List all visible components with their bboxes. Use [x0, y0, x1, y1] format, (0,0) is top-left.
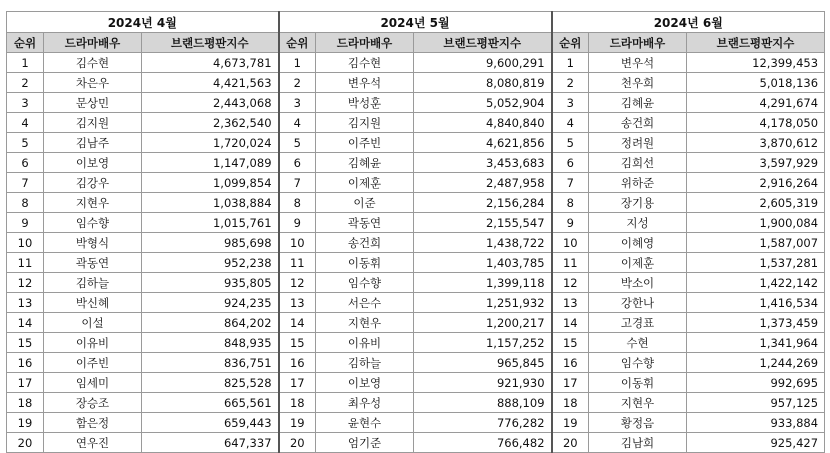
actor-name-cell: 박성훈 [316, 93, 414, 113]
table-row [7, 53, 825, 73]
table-row [7, 193, 825, 213]
actor-name-cell: 김수현 [316, 53, 414, 73]
rank-cell: 18 [7, 393, 44, 413]
rank-cell: 20 [552, 433, 589, 453]
actor-name-cell: 지현우 [316, 313, 414, 333]
actor-name-cell: 문상민 [44, 93, 142, 113]
brand-index-cell: 925,427 [687, 433, 825, 453]
brand-index-cell: 1,157,252 [414, 333, 552, 353]
brand-index-cell: 1,720,024 [142, 133, 279, 153]
brand-index-cell: 952,238 [142, 253, 279, 273]
brand-index-cell: 4,840,840 [414, 113, 552, 133]
brand-index-cell: 1,399,118 [414, 273, 552, 293]
brand-index-cell: 985,698 [142, 233, 279, 253]
actor-name-cell: 이유비 [316, 333, 414, 353]
brand-index-cell: 836,751 [142, 353, 279, 373]
actor-header: 드라마배우 [589, 33, 687, 53]
brand-index-cell: 848,935 [142, 333, 279, 353]
brand-index-cell: 3,870,612 [687, 133, 825, 153]
actor-name-cell: 이제훈 [316, 173, 414, 193]
actor-name-cell: 고경표 [589, 313, 687, 333]
actor-name-cell: 변우석 [316, 73, 414, 93]
rank-cell: 17 [279, 373, 316, 393]
brand-index-cell: 1,438,722 [414, 233, 552, 253]
brand-index-cell: 1,099,854 [142, 173, 279, 193]
rank-cell: 3 [279, 93, 316, 113]
actor-name-cell: 윤현수 [316, 413, 414, 433]
actor-name-cell: 강한나 [589, 293, 687, 313]
brand-index-cell: 4,291,674 [687, 93, 825, 113]
rank-cell: 2 [7, 73, 44, 93]
index-header: 브랜드평판지수 [142, 33, 279, 53]
rank-cell: 8 [7, 193, 44, 213]
rank-cell: 5 [7, 133, 44, 153]
rank-cell: 1 [552, 53, 589, 73]
rank-cell: 13 [7, 293, 44, 313]
brand-index-cell: 825,528 [142, 373, 279, 393]
brand-index-cell: 776,282 [414, 413, 552, 433]
actor-name-cell: 곽동연 [44, 253, 142, 273]
table-row [7, 333, 825, 353]
brand-index-cell: 659,443 [142, 413, 279, 433]
actor-name-cell: 이준 [316, 193, 414, 213]
brand-index-cell: 766,482 [414, 433, 552, 453]
brand-index-cell: 647,337 [142, 433, 279, 453]
rank-cell: 14 [279, 313, 316, 333]
brand-index-cell: 965,845 [414, 353, 552, 373]
rank-cell: 15 [552, 333, 589, 353]
actor-name-cell: 정려원 [589, 133, 687, 153]
actor-name-cell: 최우성 [316, 393, 414, 413]
rank-cell: 20 [279, 433, 316, 453]
rank-cell: 17 [552, 373, 589, 393]
actor-name-cell: 위하준 [589, 173, 687, 193]
rank-cell: 10 [7, 233, 44, 253]
actor-name-cell: 서은수 [316, 293, 414, 313]
brand-reputation-table [6, 11, 825, 453]
table-row [7, 233, 825, 253]
rank-cell: 16 [279, 353, 316, 373]
rank-cell: 7 [7, 173, 44, 193]
actor-name-cell: 김수현 [44, 53, 142, 73]
brand-index-cell: 4,178,050 [687, 113, 825, 133]
table-row [7, 253, 825, 273]
rank-cell: 6 [279, 153, 316, 173]
rank-cell: 2 [552, 73, 589, 93]
actor-name-cell: 이유비 [44, 333, 142, 353]
rank-cell: 5 [279, 133, 316, 153]
rank-header: 순위 [279, 33, 316, 53]
rank-cell: 1 [279, 53, 316, 73]
rank-cell: 17 [7, 373, 44, 393]
brand-index-cell: 1,251,932 [414, 293, 552, 313]
rank-cell: 15 [7, 333, 44, 353]
actor-name-cell: 이주빈 [316, 133, 414, 153]
actor-name-cell: 김혜윤 [589, 93, 687, 113]
brand-index-cell: 1,200,217 [414, 313, 552, 333]
actor-name-cell: 김지원 [44, 113, 142, 133]
rank-header: 순위 [552, 33, 589, 53]
brand-index-cell: 921,930 [414, 373, 552, 393]
rank-cell: 14 [552, 313, 589, 333]
actor-name-cell: 박신혜 [44, 293, 142, 313]
actor-name-cell: 차은우 [44, 73, 142, 93]
rank-cell: 3 [552, 93, 589, 113]
table-row [7, 393, 825, 413]
actor-name-cell: 김지원 [316, 113, 414, 133]
rank-cell: 19 [552, 413, 589, 433]
rank-cell: 15 [279, 333, 316, 353]
actor-name-cell: 이설 [44, 313, 142, 333]
rank-cell: 13 [552, 293, 589, 313]
rank-cell: 8 [552, 193, 589, 213]
actor-name-cell: 이보영 [44, 153, 142, 173]
brand-index-cell: 4,673,781 [142, 53, 279, 73]
rank-cell: 4 [279, 113, 316, 133]
rank-cell: 13 [279, 293, 316, 313]
rank-cell: 9 [279, 213, 316, 233]
actor-name-cell: 천우희 [589, 73, 687, 93]
brand-index-cell: 1,900,084 [687, 213, 825, 233]
actor-name-cell: 김혜윤 [316, 153, 414, 173]
rank-header: 순위 [7, 33, 44, 53]
brand-index-cell: 992,695 [687, 373, 825, 393]
actor-name-cell: 장기용 [589, 193, 687, 213]
actor-name-cell: 황정음 [589, 413, 687, 433]
actor-header: 드라마배우 [44, 33, 142, 53]
brand-index-cell: 933,884 [687, 413, 825, 433]
rank-cell: 6 [7, 153, 44, 173]
rank-cell: 2 [279, 73, 316, 93]
actor-name-cell: 이제훈 [589, 253, 687, 273]
rank-cell: 18 [552, 393, 589, 413]
actor-name-cell: 이혜영 [589, 233, 687, 253]
rank-cell: 12 [279, 273, 316, 293]
brand-index-cell: 1,403,785 [414, 253, 552, 273]
actor-name-cell: 김강우 [44, 173, 142, 193]
actor-name-cell: 김남주 [44, 133, 142, 153]
brand-index-cell: 2,916,264 [687, 173, 825, 193]
rank-cell: 5 [552, 133, 589, 153]
actor-name-cell: 임수향 [44, 213, 142, 233]
brand-index-cell: 8,080,819 [414, 73, 552, 93]
actor-name-cell: 이동휘 [589, 373, 687, 393]
brand-index-cell: 1,587,007 [687, 233, 825, 253]
rank-cell: 10 [279, 233, 316, 253]
rank-cell: 9 [7, 213, 44, 233]
rank-cell: 19 [7, 413, 44, 433]
brand-index-cell: 12,399,453 [687, 53, 825, 73]
rank-cell: 3 [7, 93, 44, 113]
rank-cell: 11 [279, 253, 316, 273]
actor-name-cell: 수현 [589, 333, 687, 353]
actor-name-cell: 곽동연 [316, 213, 414, 233]
actor-name-cell: 변우석 [589, 53, 687, 73]
table-row [7, 313, 825, 333]
table-row [7, 293, 825, 313]
actor-name-cell: 지현우 [589, 393, 687, 413]
month-title-june: 2024년 6월 [552, 12, 825, 33]
brand-index-cell: 888,109 [414, 393, 552, 413]
brand-index-cell: 1,038,884 [142, 193, 279, 213]
brand-index-cell: 2,155,547 [414, 213, 552, 233]
brand-index-cell: 1,015,761 [142, 213, 279, 233]
rank-cell: 9 [552, 213, 589, 233]
table-row [7, 73, 825, 93]
rank-cell: 12 [552, 273, 589, 293]
actor-name-cell: 지현우 [44, 193, 142, 213]
brand-index-cell: 924,235 [142, 293, 279, 313]
table-row [7, 113, 825, 133]
brand-index-cell: 2,487,958 [414, 173, 552, 193]
brand-index-cell: 3,597,929 [687, 153, 825, 173]
brand-index-cell: 864,202 [142, 313, 279, 333]
brand-index-cell: 957,125 [687, 393, 825, 413]
rank-cell: 6 [552, 153, 589, 173]
rank-cell: 11 [7, 253, 44, 273]
brand-index-cell: 2,156,284 [414, 193, 552, 213]
rank-cell: 12 [7, 273, 44, 293]
rank-cell: 7 [279, 173, 316, 193]
rank-cell: 4 [7, 113, 44, 133]
table-row [7, 173, 825, 193]
actor-name-cell: 엄기준 [316, 433, 414, 453]
rank-cell: 19 [279, 413, 316, 433]
actor-header: 드라마배우 [316, 33, 414, 53]
brand-index-cell: 1,244,269 [687, 353, 825, 373]
actor-name-cell: 임수향 [316, 273, 414, 293]
actor-name-cell: 김남희 [589, 433, 687, 453]
actor-name-cell: 장승조 [44, 393, 142, 413]
actor-name-cell: 함은정 [44, 413, 142, 433]
brand-index-cell: 1,147,089 [142, 153, 279, 173]
rank-cell: 7 [552, 173, 589, 193]
index-header: 브랜드평판지수 [687, 33, 825, 53]
brand-index-cell: 5,052,904 [414, 93, 552, 113]
actor-name-cell: 송건희 [316, 233, 414, 253]
table-row [7, 133, 825, 153]
brand-index-cell: 2,362,540 [142, 113, 279, 133]
table-row [7, 93, 825, 113]
brand-index-cell: 1,422,142 [687, 273, 825, 293]
rank-cell: 18 [279, 393, 316, 413]
ranking-table-container [6, 11, 824, 453]
table-row [7, 273, 825, 293]
table-row [7, 433, 825, 453]
brand-index-cell: 665,561 [142, 393, 279, 413]
brand-index-cell: 1,416,534 [687, 293, 825, 313]
month-title-april: 2024년 4월 [7, 12, 279, 33]
rank-cell: 10 [552, 233, 589, 253]
rank-cell: 4 [552, 113, 589, 133]
brand-index-cell: 1,341,964 [687, 333, 825, 353]
actor-name-cell: 김하늘 [316, 353, 414, 373]
table-row [7, 373, 825, 393]
rank-cell: 16 [7, 353, 44, 373]
actor-name-cell: 지성 [589, 213, 687, 233]
actor-name-cell: 연우진 [44, 433, 142, 453]
actor-name-cell: 김하늘 [44, 273, 142, 293]
actor-name-cell: 임세미 [44, 373, 142, 393]
rank-cell: 8 [279, 193, 316, 213]
brand-index-cell: 935,805 [142, 273, 279, 293]
table-body [7, 53, 825, 453]
rank-cell: 1 [7, 53, 44, 73]
actor-name-cell: 이주빈 [44, 353, 142, 373]
table-row [7, 153, 825, 173]
actor-name-cell: 임수향 [589, 353, 687, 373]
rank-cell: 11 [552, 253, 589, 273]
brand-index-cell: 2,443,068 [142, 93, 279, 113]
brand-index-cell: 3,453,683 [414, 153, 552, 173]
index-header: 브랜드평판지수 [414, 33, 552, 53]
actor-name-cell: 박소이 [589, 273, 687, 293]
actor-name-cell: 이보영 [316, 373, 414, 393]
rank-cell: 16 [552, 353, 589, 373]
brand-index-cell: 5,018,136 [687, 73, 825, 93]
rank-cell: 20 [7, 433, 44, 453]
brand-index-cell: 1,537,281 [687, 253, 825, 273]
brand-index-cell: 4,621,856 [414, 133, 552, 153]
rank-cell: 14 [7, 313, 44, 333]
brand-index-cell: 1,373,459 [687, 313, 825, 333]
brand-index-cell: 2,605,319 [687, 193, 825, 213]
table-row [7, 353, 825, 373]
table-row [7, 413, 825, 433]
actor-name-cell: 이동휘 [316, 253, 414, 273]
actor-name-cell: 김희선 [589, 153, 687, 173]
table-row [7, 213, 825, 233]
brand-index-cell: 9,600,291 [414, 53, 552, 73]
month-title-may: 2024년 5월 [279, 12, 552, 33]
actor-name-cell: 송건희 [589, 113, 687, 133]
brand-index-cell: 4,421,563 [142, 73, 279, 93]
actor-name-cell: 박형식 [44, 233, 142, 253]
